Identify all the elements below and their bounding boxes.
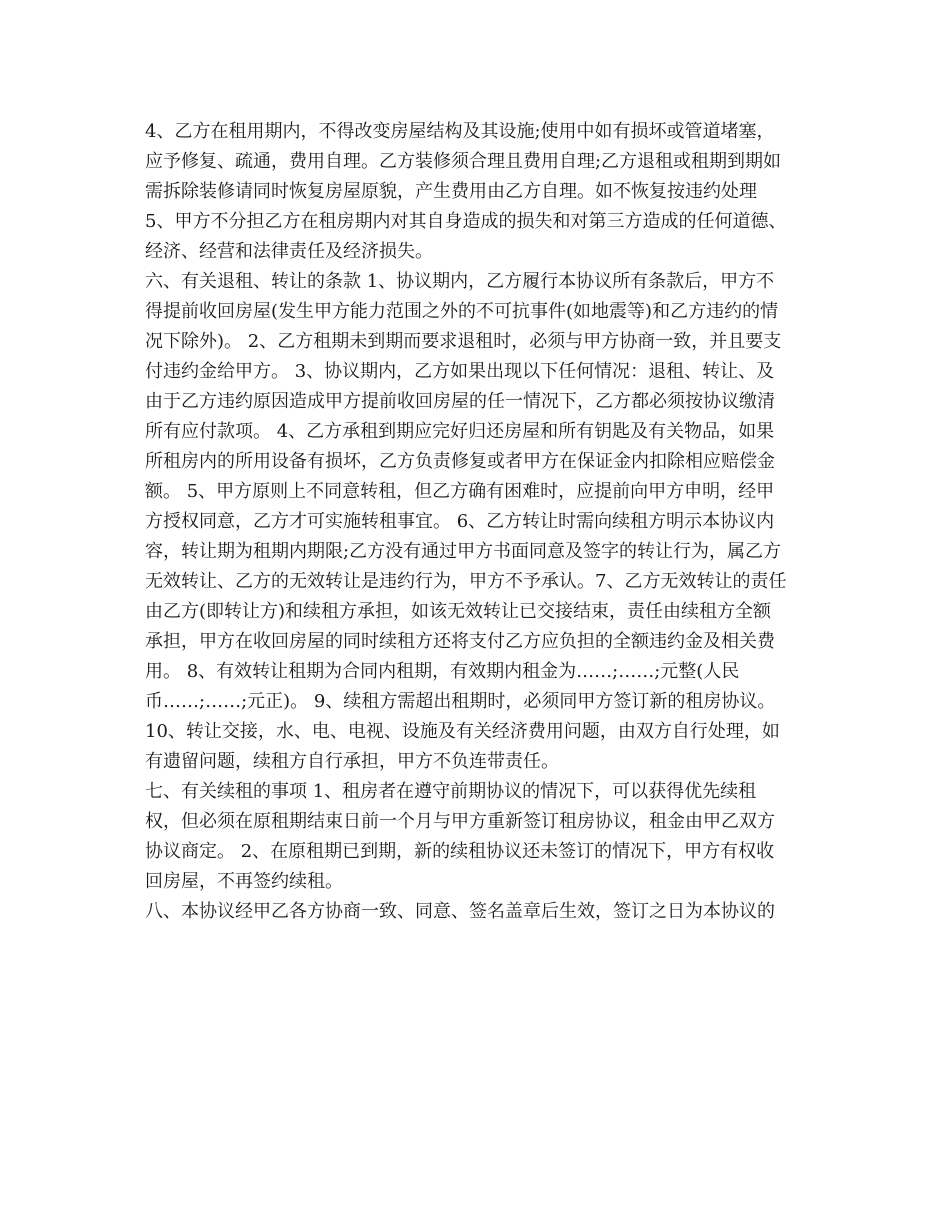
text-line: 六、有关退租、转让的条款 1、协议期内，乙方履行本协议所有条款后，甲方不 xyxy=(145,271,775,292)
text-line: 容，转让期为租期内期限;乙方没有通过甲方书面同意及签字的转让行为，属乙方 xyxy=(145,541,782,562)
text-line: 需拆除装修请同时恢复房屋原貌，产生费用由乙方自理。如不恢复按违约处理 xyxy=(145,181,757,202)
text-line: 权，但必须在原租期结束日前一个月与甲方重新签订租房协议，租金由甲乙双方 xyxy=(145,811,775,832)
text-line: 承担，甲方在收回房屋的同时续租方还将支付乙方应负担的全额违约金及相关费 xyxy=(145,631,775,652)
text-line: 七、有关续租的事项 1、租房者在遵守前期协议的情况下，可以获得优先续租 xyxy=(145,781,757,802)
text-line: 回房屋，不再签约续租。 xyxy=(145,871,343,892)
text-line: 应予修复、疏通，费用自理。乙方装修须合理且费用自理;乙方退租或租期到期如 xyxy=(145,151,782,172)
text-line: 经济、经营和法律责任及经济损失。 xyxy=(145,241,433,262)
text-line: 所有应付款项。 4、乙方承租到期应完好归还房屋和所有钥匙及有关物品，如果 xyxy=(145,421,775,442)
text-line: 所租房内的所用设备有损坏，乙方负责修复或者甲方在保证金内扣除相应赔偿金 xyxy=(145,451,775,472)
text-line: 由乙方(即转让方)和续租方承担，如该无效转让已交接结束，责任由续租方全额 xyxy=(145,601,772,622)
text-line: 八、本协议经甲乙各方协商一致、同意、签名盖章后生效，签订之日为本协议的 xyxy=(145,901,775,922)
document-body xyxy=(145,117,815,927)
text-line: 5、甲方不分担乙方在租房期内对其自身造成的损失和对第三方造成的任何道德、 xyxy=(145,211,787,232)
text-line: 况下除外)。 2、乙方租期未到期而要求退租时，必须与甲方协商一致，并且要支 xyxy=(145,331,782,352)
text-line: 付违约金给甲方。 3、协议期内，乙方如果出现以下任何情况：退租、转让、及 xyxy=(145,361,775,382)
text-line: 方授权同意，乙方才可实施转租事宜。 6、乙方转让时需向续租方明示本协议内 xyxy=(145,511,775,532)
text-line: 有遗留问题，续租方自行承担，甲方不负连带责任。 xyxy=(145,751,559,772)
text-line: 4、乙方在租用期内，不得改变房屋结构及其设施;使用中如有损坏或管道堵塞， xyxy=(145,121,775,142)
text-line: 无效转让、乙方的无效转让是违约行为，甲方不予承认。7、乙方无效转让的责任 xyxy=(145,571,787,592)
text-line: 币……;……;元正)。 9、续租方需超出租期时，必须同甲方签订新的租房协议。 xyxy=(145,691,776,712)
text-line: 得提前收回房屋(发生甲方能力范围之外的不可抗事件(如地震等)和乙方违约的情 xyxy=(145,301,779,322)
text-line: 额。 5、甲方原则上不同意转租，但乙方确有困难时，应提前向甲方申明，经甲 xyxy=(145,481,775,502)
text-line: 协议商定。 2、在原租期已到期，新的续租协议还未签订的情况下，甲方有权收 xyxy=(145,841,775,862)
text-line: 用。 8、有效转让租期为合同内租期，有效期内租金为……;……;元整(人民 xyxy=(145,661,740,682)
text-line: 由于乙方违约原因造成甲方提前收回房屋的任一情况下，乙方都必须按协议缴清 xyxy=(145,391,775,412)
text-line: 10、转让交接，水、电、电视、设施及有关经济费用问题，由双方自行处理，如 xyxy=(145,721,780,742)
